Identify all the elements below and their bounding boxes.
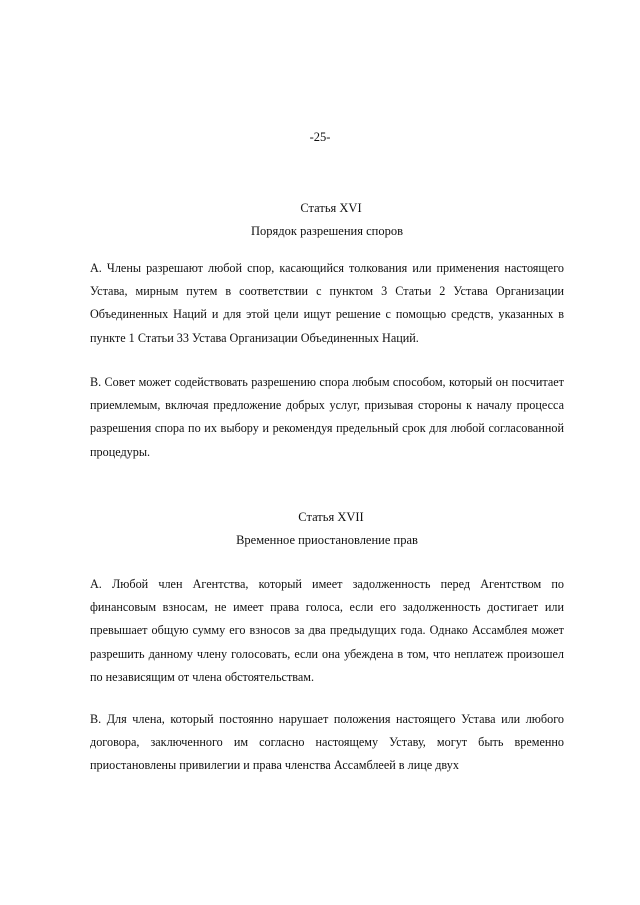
article-title: Статья XVI — [300, 201, 362, 215]
article-17-heading — [90, 508, 564, 549]
article-subtitle: Временное приостановление прав — [236, 533, 418, 547]
article-16-paragraph-a: A. Члены разрешают любой спор, касающийся толкования или применения настоящего Устава, мирным путем в соответствии с пунктом 3 Статьи 2 Устава Организации Объединенных Наций и для этой цели ищут решение с помощью средств, указанных в пункте 1 Статьи 33 Устава Организации Объединенных Наций. — [90, 261, 564, 345]
article-17-paragraph-b: B. Для члена, который постоянно нарушает положения настоящего Устава или любого договора, заключенного им согласно настоящему Уставу, могут быть временно приостановлены привилегии и права членства Ассамблеей в лице двух — [90, 712, 564, 773]
article-subtitle: Порядок разрешения споров — [251, 224, 403, 238]
article-17-paragraph-a: A. Любой член Агентства, который имеет задолженность перед Агентством по финансовым взносам, не имеет права голоса, если его задолженность достигает или превышает общую сумму его взносов за два предыдущих года. Однако Ассамблея может разрешить данному члену голосовать, если она убеждена в том, что неплатеж произошел по независящим от члена обстоятельствам. — [90, 577, 564, 684]
article-16-heading — [90, 199, 564, 240]
article-16-paragraph-b: B. Совет может содействовать разрешению спора любым способом, который он посчитает приемлемым, включая предложение добрых услуг, призывая стороны к началу процесса разрешения спора по их выбору и рекомендуя предельный срок для любой согласованной процедуры. — [90, 375, 564, 459]
article-title: Статья XVII — [298, 510, 364, 524]
page-number: -25- — [309, 130, 331, 144]
